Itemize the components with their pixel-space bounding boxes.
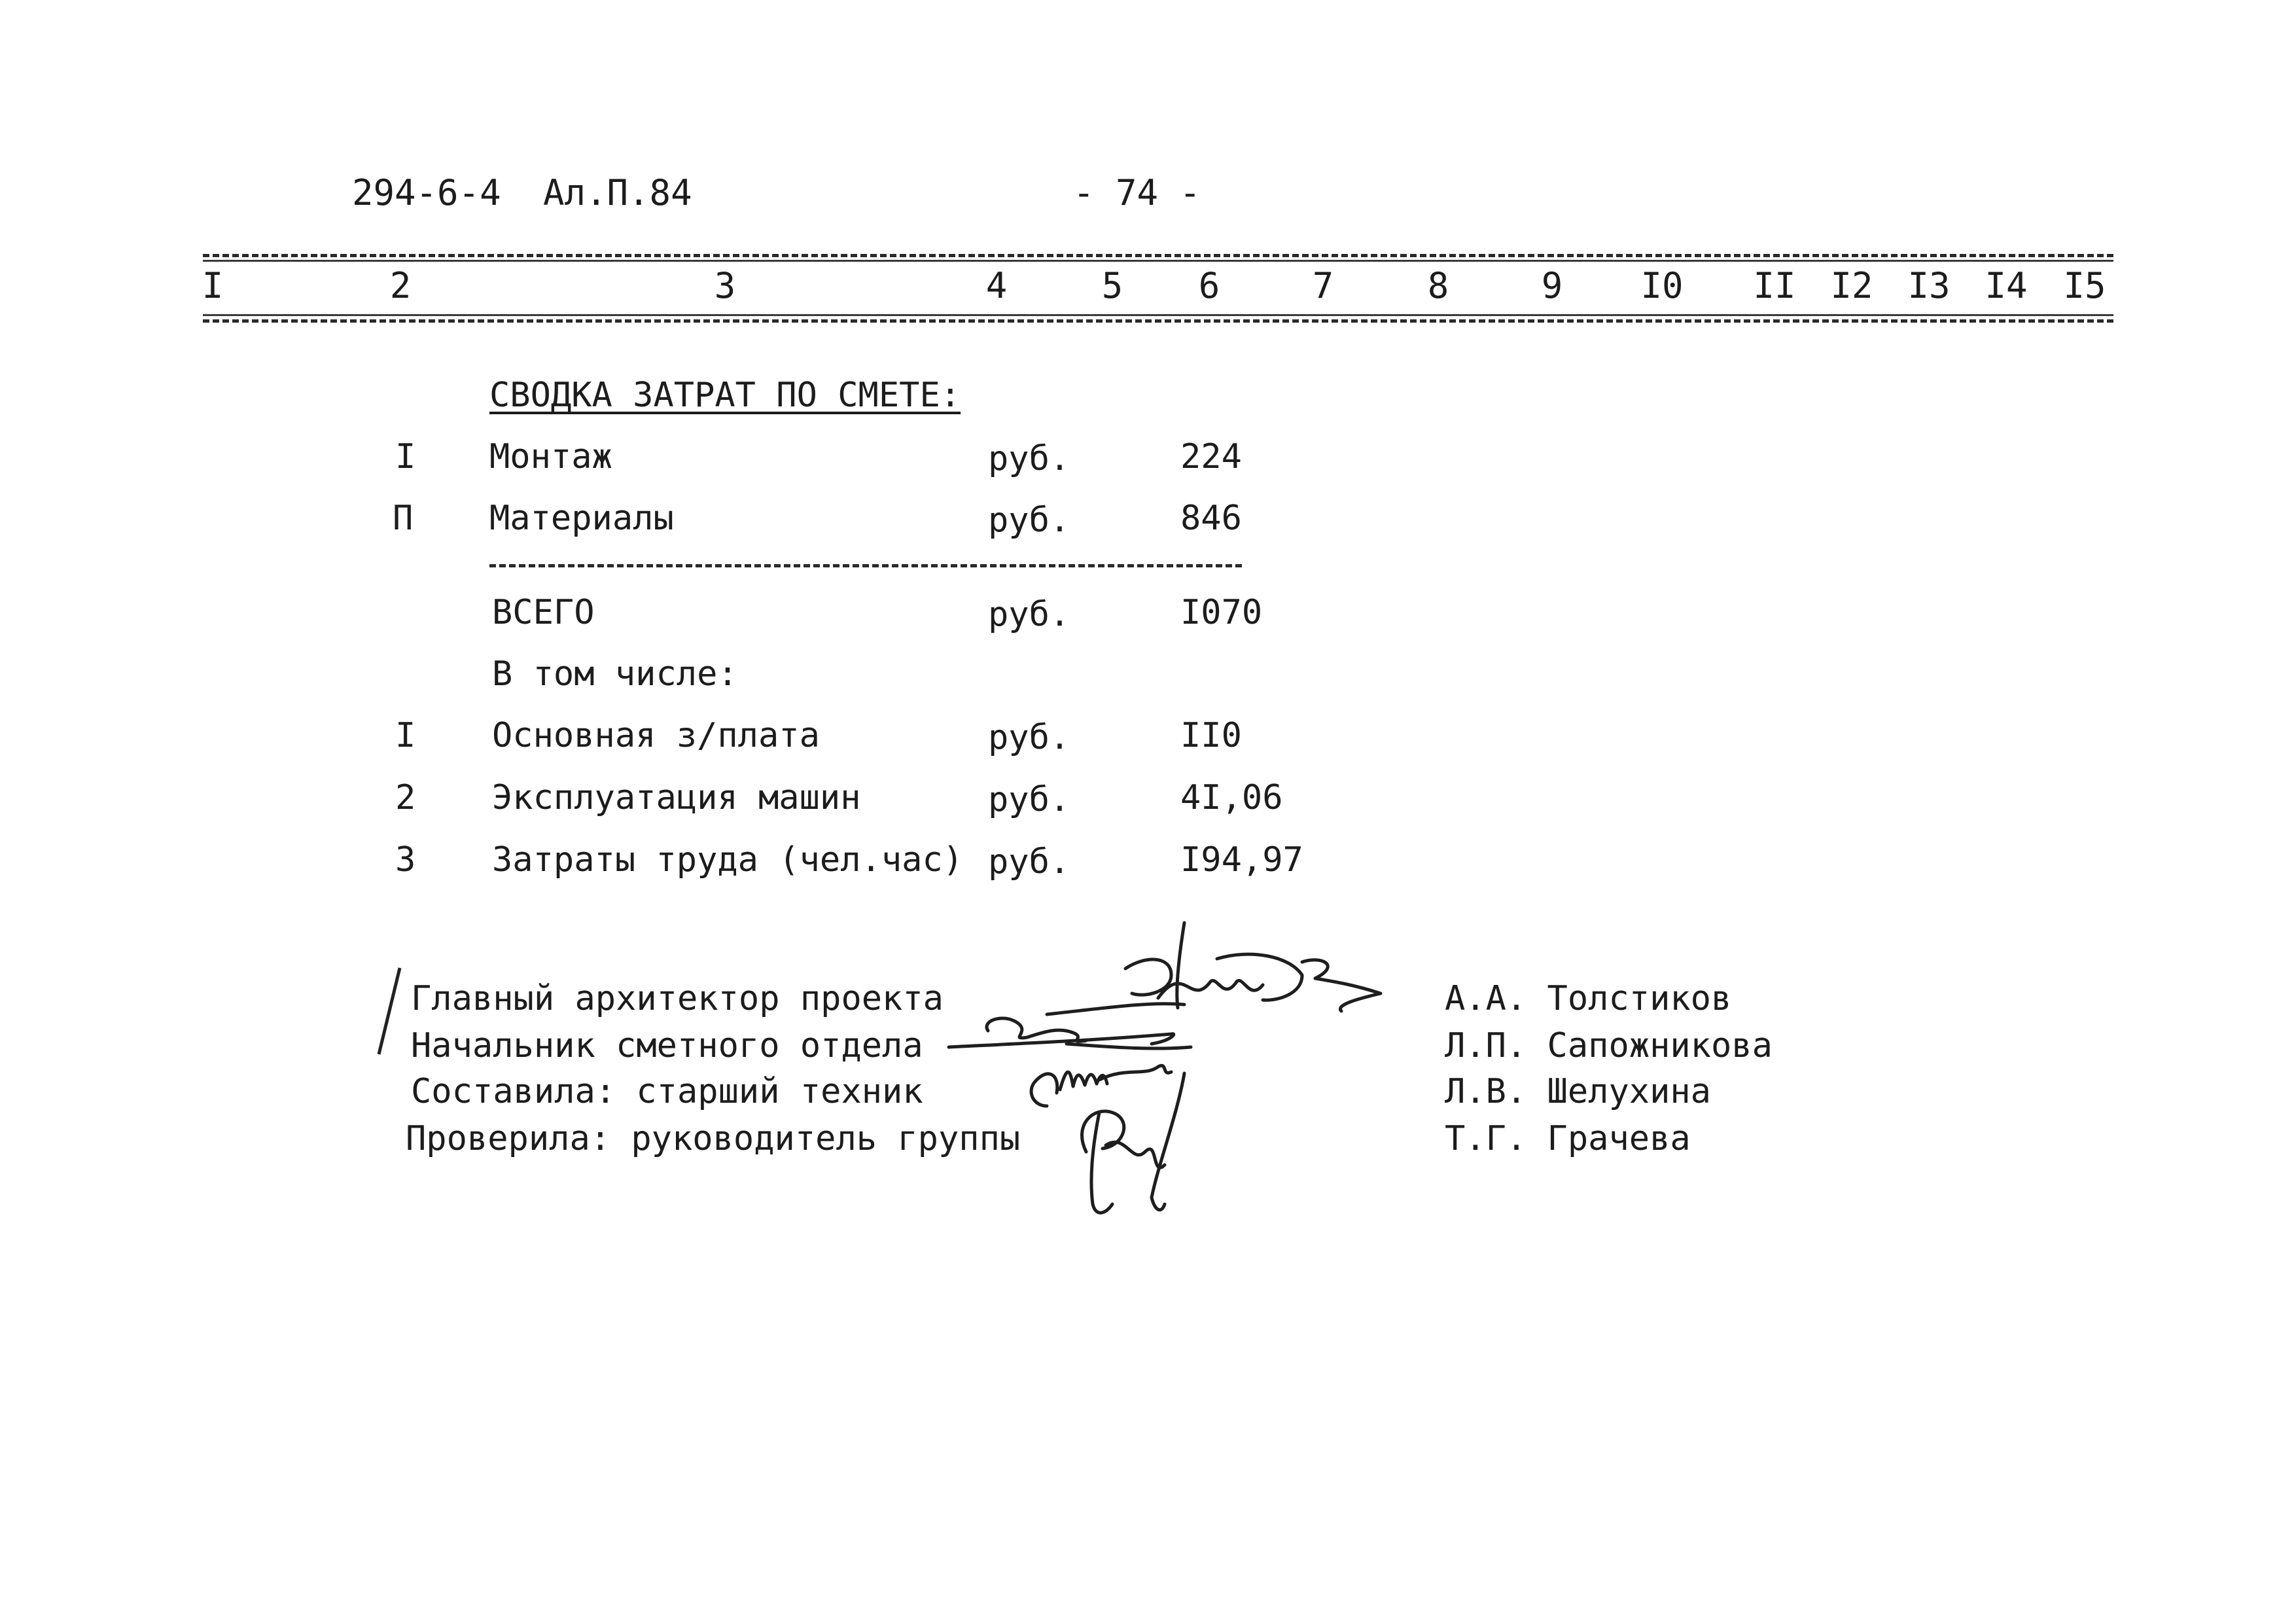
column-number: 4 (985, 265, 1008, 306)
column-number: I4 (1985, 265, 2028, 306)
summary-title: СВОДКА ЗАТРАТ ПО СМЕТЕ: (489, 376, 961, 415)
column-number: 2 (389, 265, 412, 306)
signatory-role: Проверила: руководитель группы (406, 1119, 1021, 1158)
header-rule-bottom-2 (203, 319, 2113, 323)
column-number: 8 (1427, 265, 1449, 306)
column-number: I (202, 265, 224, 306)
total-value: I070 (1180, 593, 1263, 632)
row-value: II0 (1180, 716, 1242, 755)
column-number: 9 (1541, 265, 1563, 306)
column-number: I3 (1907, 265, 1951, 306)
row-value: 224 (1180, 437, 1242, 476)
row-value: 846 (1180, 499, 1242, 538)
row-name: Монтаж (489, 437, 612, 476)
column-number: 6 (1198, 265, 1220, 306)
signatory-role: Начальник сметного отдела (411, 1026, 923, 1065)
header-rule-top-2 (203, 260, 2113, 262)
header-rule-top (203, 254, 2113, 257)
page-number: - 74 - (1073, 172, 1201, 213)
row-value: I94,97 (1180, 840, 1303, 880)
row-unit: руб. (988, 780, 1070, 819)
signatory-name: Т.Г. Грачева (1445, 1119, 1691, 1158)
column-number: I2 (1830, 265, 1873, 306)
column-number: 3 (714, 265, 736, 306)
row-name: Материалы (489, 499, 674, 538)
row-name: Затраты труда (чел.час) (492, 840, 964, 880)
total-label: ВСЕГО (492, 593, 595, 632)
column-number: II (1753, 265, 1796, 306)
row-unit: руб. (988, 439, 1070, 478)
row-number: П (393, 499, 414, 538)
header-rule-bottom (203, 314, 2113, 316)
album-reference: Ал.П.84 (543, 172, 692, 213)
row-unit: руб. (988, 718, 1070, 757)
including-label: В том числе: (492, 654, 738, 694)
total-unit: руб. (988, 595, 1070, 634)
row-unit: руб. (988, 842, 1070, 882)
column-number: 5 (1101, 265, 1123, 306)
row-value: 4I,06 (1180, 778, 1283, 817)
total-divider (489, 564, 1242, 567)
row-number: 2 (395, 778, 416, 817)
row-unit: руб. (988, 501, 1070, 540)
signatory-name: Л.В. Шелухина (1445, 1072, 1711, 1111)
row-number: I (395, 437, 416, 476)
column-number: 7 (1312, 265, 1334, 306)
row-name: Эксплуатация машин (492, 778, 861, 817)
signatory-name: Л.П. Сапожникова (1445, 1026, 1773, 1065)
signatory-role: Составила: старший техник (411, 1072, 923, 1111)
column-number: I0 (1640, 265, 1684, 306)
handwritten-signatures (936, 916, 1446, 1230)
row-number: 3 (395, 840, 416, 880)
row-name: Основная з/плата (492, 716, 820, 755)
document-code: 294-6-4 (352, 172, 501, 213)
signatory-role: Главный архитектор проекта (411, 979, 944, 1018)
row-number: I (395, 716, 416, 755)
margin-slash-mark (376, 965, 402, 1057)
signatory-name: А.А. Толстиков (1445, 979, 1732, 1018)
column-number: I5 (2063, 265, 2106, 306)
